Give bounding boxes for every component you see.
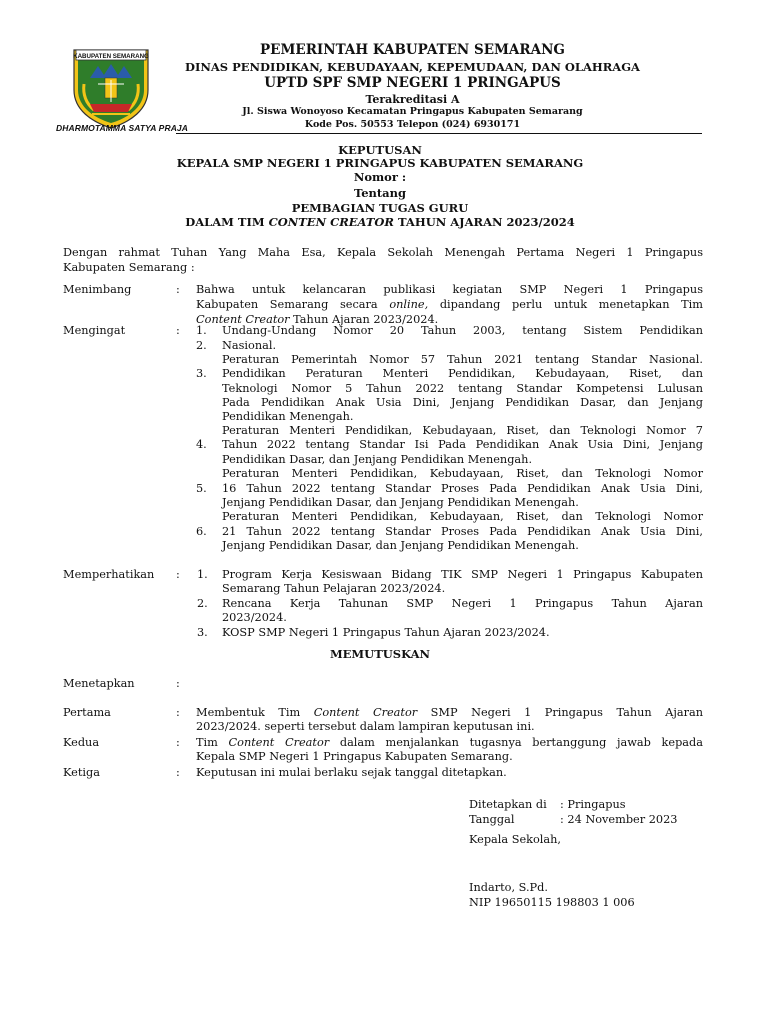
- letterhead-divider: [176, 133, 702, 134]
- list-number: 1.: [197, 568, 208, 581]
- signature-role: Kepala Sekolah,: [469, 833, 562, 846]
- list-number: 2.: [196, 339, 207, 352]
- emblem-motto: DHARMOTAMMA SATYA PRAJA: [56, 123, 188, 133]
- letterhead-accreditation: Terakreditasi A: [365, 93, 460, 106]
- mengingat-line: Jenjang Pendidikan Dasar, dan Jenjang Pendidikan Menengah.: [222, 539, 579, 552]
- mengingat-line: Tahun 2022 tentang Standar Isi Pada Pendidikan Anak Usia Dini, Jenjang: [222, 438, 703, 451]
- section-colon: :: [176, 324, 180, 337]
- mengingat-line: Undang-Undang Nomor 20 Tahun 2003, tentang Sistem Pendidikan: [222, 324, 703, 337]
- mengingat-line: Jenjang Pendidikan Dasar, dan Jenjang Pendidikan Menengah.: [222, 496, 579, 509]
- signature-date-label: Tanggal: [469, 813, 515, 826]
- mengingat-line: Peraturan Pemerintah Nomor 57 Tahun 2021 tentang Standar Nasional.: [222, 353, 703, 366]
- pertama-line: 2023/2024. seperti tersebut dalam lampiran keputusan ini.: [196, 720, 535, 733]
- list-number: 2.: [197, 597, 208, 610]
- section-label-pertama: Pertama: [63, 706, 111, 719]
- signatory-name: Indarto, S.Pd.: [469, 881, 548, 894]
- section-label-mengingat: Mengingat: [63, 324, 126, 337]
- signatory-nip: NIP 19650115 198803 1 006: [469, 896, 635, 909]
- pertama-line: Membentuk Tim Content Creator SMP Negeri 1 Pringapus Tahun Ajaran: [196, 706, 703, 719]
- section-colon: :: [176, 706, 180, 719]
- mengingat-line: Peraturan Menteri Pendidikan, Kebudayaan, Riset, dan Teknologi Nomor: [222, 510, 703, 523]
- section-colon: :: [176, 283, 180, 296]
- section-colon: :: [176, 766, 180, 779]
- section-colon: :: [176, 677, 180, 690]
- section-label-memperhatikan: Memperhatikan: [63, 568, 155, 581]
- decree-title: KEPUTUSAN: [338, 143, 422, 157]
- mengingat-line: Pendidikan Dasar, dan Jenjang Pendidikan Menengah.: [222, 453, 533, 466]
- mengingat-line: Peraturan Menteri Pendidikan, Kebudayaan, Riset, dan Teknologi Nomor 7: [222, 424, 703, 437]
- letterhead-department: DINAS PENDIDIKAN, KEBUDAYAAN, KEPEMUDAAN, DAN OLAHRAGA: [185, 60, 640, 74]
- kabupaten-semarang-emblem: [68, 44, 154, 130]
- letterhead-government: PEMERINTAH KABUPATEN SEMARANG: [260, 42, 565, 58]
- signature-date-value: : 24 November 2023: [560, 813, 678, 826]
- section-label-menimbang: Menimbang: [63, 283, 132, 296]
- list-number: 3.: [196, 367, 207, 380]
- menimbang-line: Kabupaten Semarang secara online, dipandang perlu untuk menetapkan Tim: [196, 298, 703, 311]
- memutuskan-heading: MEMUTUSKAN: [329, 647, 431, 661]
- list-number: 4.: [196, 438, 207, 451]
- section-label-kedua: Kedua: [63, 736, 100, 749]
- signature-place-value: : Pringapus: [560, 798, 626, 811]
- kedua-line: Tim Content Creator dalam menjalankan tugasnya bertanggung jawab kepada: [196, 736, 704, 749]
- decree-subject-line2: DALAM TIM CONTEN CREATOR TAHUN AJARAN 2023/2024: [185, 215, 575, 229]
- emblem-banner-text: KABUPATEN SEMARANG: [73, 53, 149, 60]
- list-number: 6.: [196, 525, 207, 538]
- mengingat-line: Pendidikan Peraturan Menteri Pendidikan, Kebudayaan, Riset, dan: [222, 367, 703, 380]
- mengingat-line: Teknologi Nomor 5 Tahun 2022 tentang Standar Kompetensi Lulusan: [222, 382, 703, 395]
- memperhatikan-line: Program Kerja Kesiswaan Bidang TIK SMP Negeri 1 Pringapus Kabupaten: [222, 568, 703, 581]
- signature-place-label: Ditetapkan di: [469, 798, 547, 811]
- menimbang-line: Bahwa untuk kelancaran publikasi kegiatan SMP Negeri 1 Pringapus: [196, 283, 703, 296]
- mengingat-line: 21 Tahun 2022 tentang Standar Proses Pada Pendidikan Anak Usia Dini,: [222, 525, 703, 538]
- section-label-ketiga: Ketiga: [63, 766, 100, 779]
- mengingat-line: Peraturan Menteri Pendidikan, Kebudayaan, Riset, dan Teknologi Nomor: [222, 467, 703, 480]
- mengingat-line: 16 Tahun 2022 tentang Standar Proses Pada Pendidikan Anak Usia Dini,: [222, 482, 703, 495]
- menimbang-line: Content Creator Tahun Ajaran 2023/2024.: [196, 313, 439, 326]
- memperhatikan-line: KOSP SMP Negeri 1 Pringapus Tahun Ajaran 2023/2024.: [222, 626, 550, 639]
- mengingat-line: Pendidikan Menengah.: [222, 410, 354, 423]
- ketiga-line: Keputusan ini mulai berlaku sejak tanggal ditetapkan.: [196, 766, 507, 779]
- decree-issuer: KEPALA SMP NEGERI 1 PRINGAPUS KABUPATEN SEMARANG: [176, 156, 584, 170]
- decree-about-label: Tentang: [353, 186, 407, 200]
- mengingat-line: Nasional.: [222, 339, 277, 352]
- letterhead-address: Jl. Siswa Wonoyoso Kecamatan Pringapus Kabupaten Semarang: [242, 106, 583, 117]
- kedua-line: Kepala SMP Negeri 1 Pringapus Kabupaten Semarang.: [196, 750, 513, 763]
- decree-subject: PEMBAGIAN TUGAS GURU: [291, 201, 469, 215]
- section-colon: :: [176, 736, 180, 749]
- list-number: 3.: [197, 626, 208, 639]
- memperhatikan-line: Rencana Kerja Tahunan SMP Negeri 1 Pringapus Tahun Ajaran: [222, 597, 703, 610]
- letterhead-postal: Kode Pos. 50553 Telepon (024) 6930171: [304, 119, 521, 130]
- memperhatikan-line: Semarang Tahun Pelajaran 2023/2024.: [222, 582, 446, 595]
- memperhatikan-line: 2023/2024.: [222, 611, 287, 624]
- decree-number: Nomor :: [353, 170, 407, 184]
- intro-line: Kabupaten Semarang :: [63, 261, 195, 274]
- section-label-menetapkan: Menetapkan: [63, 677, 135, 690]
- letterhead-school: UPTD SPF SMP NEGERI 1 PRINGAPUS: [264, 75, 561, 91]
- mengingat-line: Pada Pendidikan Anak Usia Dini, Jenjang Pendidikan Dasar, dan Jenjang: [222, 396, 703, 409]
- intro-line: Dengan rahmat Tuhan Yang Maha Esa, Kepala Sekolah Menengah Pertama Negeri 1 Pringapus: [63, 246, 703, 259]
- section-colon: :: [176, 568, 180, 581]
- list-number: 1.: [196, 324, 207, 337]
- list-number: 5.: [196, 482, 207, 495]
